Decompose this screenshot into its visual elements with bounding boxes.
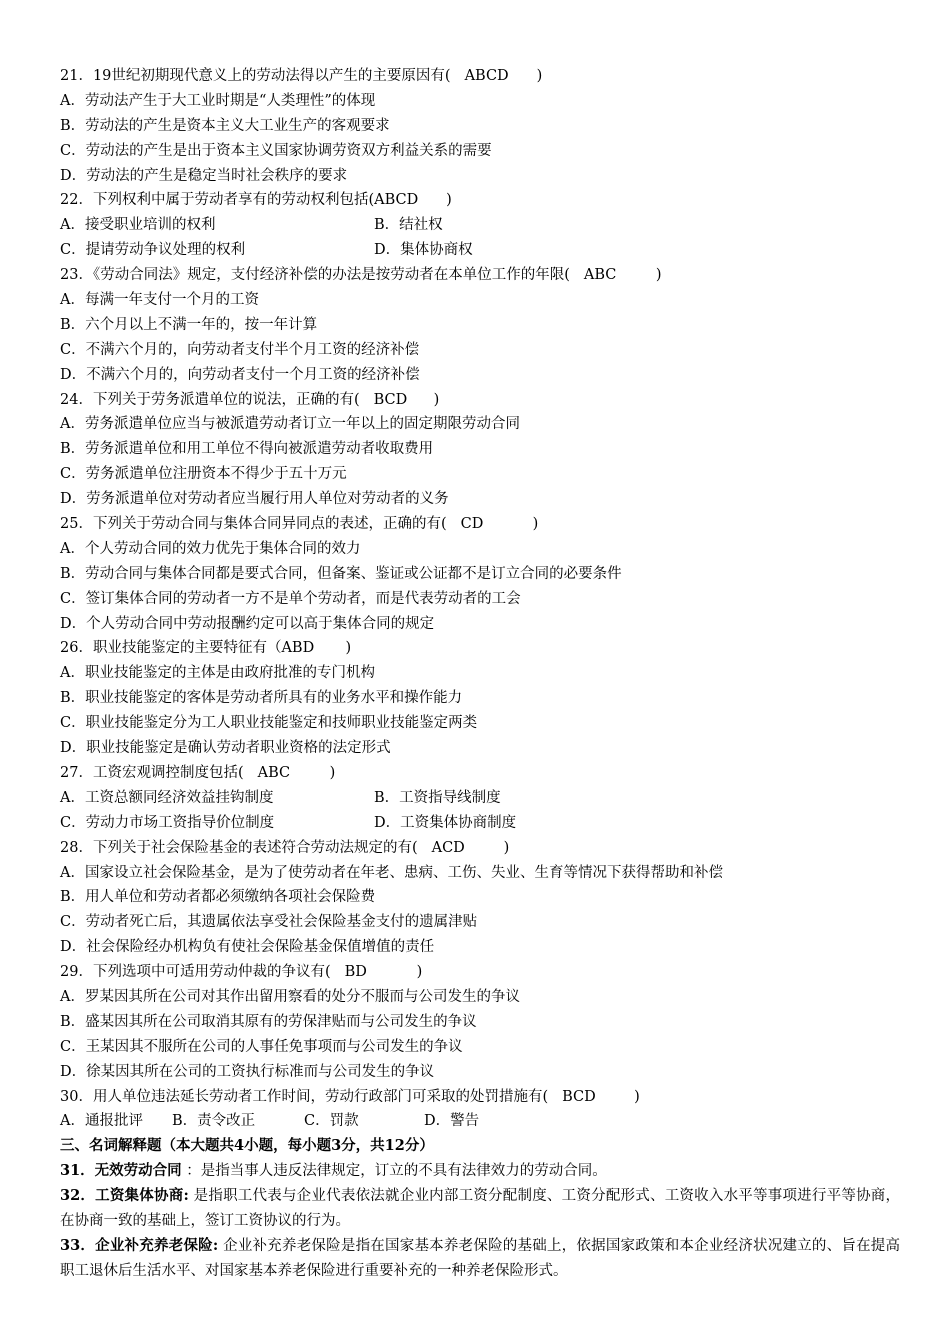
option: C．王某因其不服所在公司的人事任免事项而与公司发生的争议 xyxy=(60,1038,463,1055)
definition-32 xyxy=(60,1184,900,1234)
definition-text: 是指职工代表与企业代表依法就企业内部工资分配制度、工资分配形式、工资收入水平等事项进行平等协商，在协商一致的基础上，签订工资协议的行为。 xyxy=(60,1188,901,1229)
question-28: 28．下列关于社会保险基金的表述符合劳动法规定的有( ACD ) xyxy=(60,836,900,861)
question-stem: 30．用人单位违法延长劳动者工作时间，劳动行政部门可采取的处罚措施有( xyxy=(60,1088,549,1105)
option: A．劳务派遣单位应当与被派遣劳动者订立一年以上的固定期限劳动合同 xyxy=(60,416,520,433)
option: C．罚款 xyxy=(304,1113,359,1130)
option: A．国家设立社会保险基金，是为了使劳动者在年老、患病、工伤、失业、生育等情况下获得帮助和补偿 xyxy=(60,864,723,881)
option: C．职业技能鉴定分为工人职业技能鉴定和技师职业技能鉴定两类 xyxy=(60,715,478,732)
term: 33．企业补充养老保险: xyxy=(60,1236,219,1254)
option: B．劳动法的产生是资本主义大工业生产的客观要求 xyxy=(60,117,390,134)
question-stem: 26．职业技能鉴定的主要特征有（ xyxy=(60,640,282,657)
option: D．工资集体协商制度 xyxy=(374,814,517,831)
definition-33 xyxy=(60,1234,900,1284)
option: C．劳务派遣单位注册资本不得少于五十万元 xyxy=(60,466,347,483)
option: C．劳动法的产生是出于资本主义国家协调劳资双方利益关系的需要 xyxy=(60,142,492,159)
answer: ABC xyxy=(257,764,291,781)
option: B．盛某因其所在公司取消其原有的劳保津贴而与公司发生的争议 xyxy=(60,1013,477,1030)
option: A．劳动法产生于大工业时期是“人类理性”的体现 xyxy=(60,92,376,109)
option: D．警告 xyxy=(424,1113,480,1130)
answer: BCD xyxy=(373,391,408,408)
option: D．集体协商权 xyxy=(374,242,473,259)
option: A．每满一年支付一个月的工资 xyxy=(60,292,259,309)
answer: ACD xyxy=(431,839,465,856)
question-26: 26．职业技能鉴定的主要特征有（ABD ) xyxy=(60,636,900,661)
option: D．不满六个月的，向劳动者支付一个月工资的经济补偿 xyxy=(60,366,420,383)
answer: ABCD xyxy=(374,192,419,209)
answer: ABD xyxy=(281,640,315,657)
option: C．提请劳动争议处理的权利 xyxy=(60,242,246,259)
option: B．结社权 xyxy=(374,217,443,234)
option: B．六个月以上不满一年的，按一年计算 xyxy=(60,316,318,333)
question-stem: 28．下列关于社会保险基金的表述符合劳动法规定的有( xyxy=(60,839,418,856)
option: D．个人劳动合同中劳动报酬约定可以高于集体合同的规定 xyxy=(60,615,435,632)
option: D．职业技能鉴定是确认劳动者职业资格的法定形式 xyxy=(60,740,391,757)
option: D．社会保险经办机构负有使社会保险基金保值增值的责任 xyxy=(60,939,435,956)
option: A．个人劳动合同的效力优先于集体合同的效力 xyxy=(60,540,361,557)
answer: ABCD xyxy=(464,68,509,84)
term: 32．工资集体协商: xyxy=(60,1187,189,1205)
question-24: 24．下列关于劳务派遣单位的说法，正确的有( BCD ) xyxy=(60,388,900,413)
question-stem: 23．《劳动合同法》规定，支付经济补偿的办法是按劳动者在本单位工作的年限( xyxy=(60,267,570,284)
option: A．职业技能鉴定的主体是由政府批准的专门机构 xyxy=(60,665,375,682)
option: C．劳动者死亡后，其遗属依法享受社会保险基金支付的遗属津贴 xyxy=(60,914,478,931)
question-21: 21．19世纪初期现代意义上的劳动法得以产生的主要原因有( ABCD ) xyxy=(60,64,900,89)
option: A．工资总额同经济效益挂钩制度 xyxy=(60,789,274,806)
option: B．劳动合同与集体合同都是要式合同，但备案、鉴证或公证都不是订立合同的必要条件 xyxy=(60,565,622,582)
option-row xyxy=(60,811,900,836)
question-27: 27．工资宏观调控制度包括( ABC ) xyxy=(60,761,900,786)
option-row xyxy=(60,786,900,811)
question-stem: 29．下列选项中可适用劳动仲裁的争议有( xyxy=(60,964,331,981)
option: A．通报批评 xyxy=(60,1113,143,1130)
option: B．职业技能鉴定的客体是劳动者所具有的业务水平和操作能力 xyxy=(60,690,463,707)
option: D．劳务派遣单位对劳动者应当履行用人单位对劳动者的义务 xyxy=(60,491,449,508)
option: B．工资指导线制度 xyxy=(374,789,501,806)
option: B．劳务派遣单位和用工单位不得向被派遣劳动者收取费用 xyxy=(60,441,434,458)
question-30: 30．用人单位违法延长劳动者工作时间，劳动行政部门可采取的处罚措施有( BCD ) xyxy=(60,1085,900,1110)
answer: ABC xyxy=(583,267,617,284)
answer: BCD xyxy=(562,1088,596,1105)
term: 31．无效劳动合同 xyxy=(60,1162,182,1180)
option: B．用人单位和劳动者都必须缴纳各项社会保险费 xyxy=(60,889,376,906)
option: C．签订集体合同的劳动者一方不是单个劳动者，而是代表劳动者的工会 xyxy=(60,590,521,607)
option: A．接受职业培训的权利 xyxy=(60,217,216,234)
answer: BD xyxy=(344,964,367,981)
question-stem: 22．下列权利中属于劳动者享有的劳动权利包括( xyxy=(60,192,375,209)
definition-31: 31．无效劳动合同 ：是指当事人违反法律规定，订立的不具有法律效力的劳动合同。 xyxy=(60,1162,607,1180)
question-stem: 27．工资宏观调控制度包括( xyxy=(60,764,244,781)
option-row xyxy=(60,1109,900,1134)
question-29: 29．下列选项中可适用劳动仲裁的争议有( BD ) xyxy=(60,960,900,985)
option-row xyxy=(60,238,900,263)
definition-text: 是指当事人违反法律规定，订立的不具有法律效力的劳动合同。 xyxy=(200,1163,607,1180)
exam-page xyxy=(60,64,900,1284)
question-23: 23．《劳动合同法》规定，支付经济补偿的办法是按劳动者在本单位工作的年限( ABC ) xyxy=(60,263,900,288)
question-stem: 25．下列关于劳动合同与集体合同异同点的表述，正确的有( xyxy=(60,516,447,533)
question-22: 22．下列权利中属于劳动者享有的劳动权利包括(ABCD ) xyxy=(60,188,900,213)
definition-text: 企业补充养老保险是指在国家基本养老保险的基础上，依据国家政策和本企业经济状况建立的、旨在提高职工退休后生活水平、对国家基本养老保险进行重要补充的一种养老保险形式。 xyxy=(60,1237,901,1279)
option: A．罗某因其所在公司对其作出留用察看的处分不服而与公司发生的争议 xyxy=(60,988,520,1005)
question-25: 25．下列关于劳动合同与集体合同异同点的表述，正确的有( CD ) xyxy=(60,512,900,537)
option: B．责令改正 xyxy=(172,1113,256,1130)
question-stem: 24．下列关于劳务派遣单位的说法，正确的有( xyxy=(60,391,360,408)
question-stem: 21．19世纪初期现代意义上的劳动法得以产生的主要原因有( xyxy=(60,68,451,84)
option-row xyxy=(60,213,900,238)
answer: CD xyxy=(460,516,484,533)
option: D．劳动法的产生是稳定当时社会秩序的要求 xyxy=(60,167,348,184)
option: C．劳动力市场工资指导价位制度 xyxy=(60,814,275,831)
option: D．徐某因其所在公司的工资执行标准而与公司发生的争议 xyxy=(60,1063,435,1080)
section-heading: 三、名词解释题（本大题共4小题，每小题3分，共12分） xyxy=(60,1137,434,1155)
option: C．不满六个月的，向劳动者支付半个月工资的经济补偿 xyxy=(60,341,420,358)
